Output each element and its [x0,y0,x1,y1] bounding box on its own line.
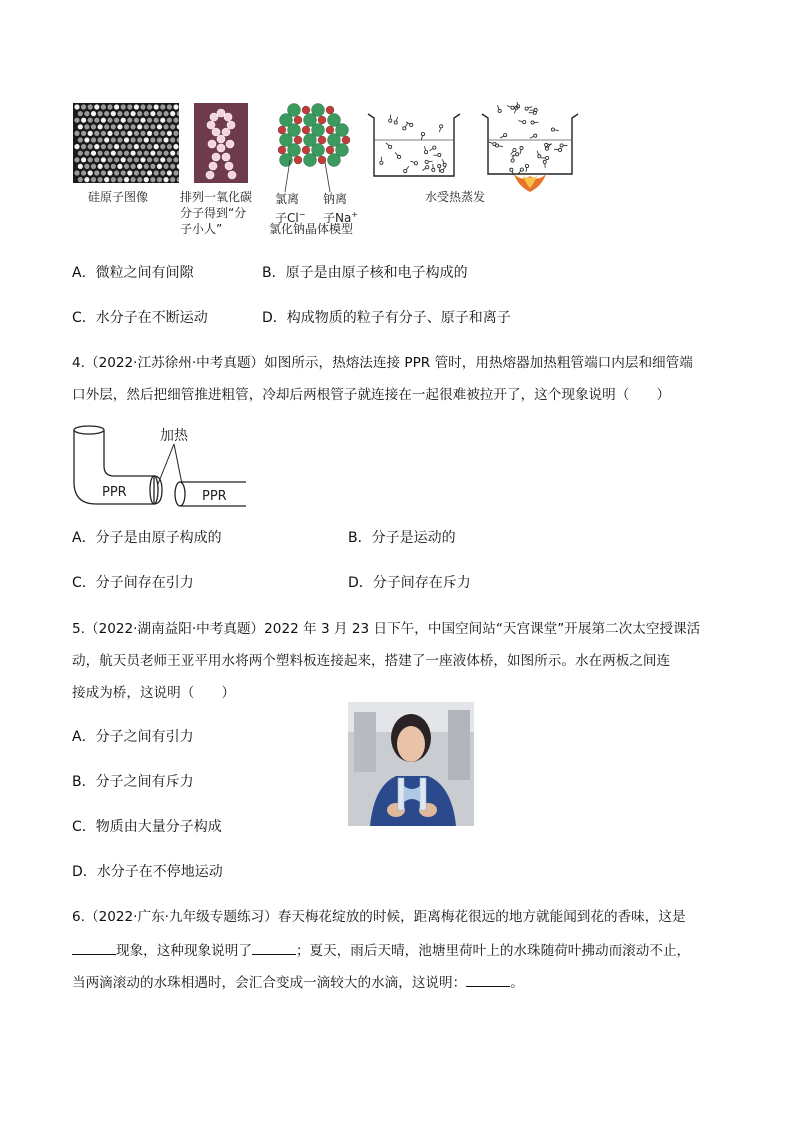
q4-option-d: D．分子间存在斥力 [348,575,471,591]
q3-option-c: C．水分子在不断运动 [72,310,208,326]
q3-option-d: D．构成物质的粒子有分子、原子和离子 [262,310,511,326]
caption-co-line2: 分子得到“分 [180,206,247,220]
nacl-crystal-model [270,100,356,196]
q5-stem-line1: 5.（2022·湖南益阳·中考真题）2022 年 3 月 23 日下午，中国空间站“天宫课堂”开展第二次太空授课活 [72,621,701,637]
q4-stem-line2: 口外层，然后把细管推进粗管，冷却后两根管子就连接在一起很难被拉开了，这个现象说明（ ） [72,387,671,403]
space-liquid-bridge-photo [348,702,474,826]
caption-na-line1: 钠离 [323,192,348,206]
q6-blank-1[interactable] [72,940,116,955]
q4-option-c: C．分子间存在引力 [72,575,194,591]
q4-option-b: B．分子是运动的 [348,530,456,546]
q5-option-d: D．水分子在不停地运动 [72,864,223,880]
co-molecule-man-image [194,103,248,183]
caption-co-line1: 排列一氧化碳 [180,190,253,204]
q6-line1: 6.（2022·广东·九年级专题练习）春天梅花绽放的时候，距离梅花很远的地方就能闻到花的香味，这是 [72,909,686,925]
ppr-label-elbow: PPR [102,485,127,500]
q6-line2: 现象，这种现象说明了 ；夏天，雨后天晴，池塘里荷叶上的水珠随荷叶拂动而滚动不止， [72,940,690,960]
beaker-heated [478,102,582,194]
q5-stem-line2: 动，航天员老师王亚平用水将两个塑料板连接起来，搭建了一座液体桥，如图所示。水在两板之间连 [72,653,671,669]
caption-water: 水受热蒸发 [425,190,486,204]
silicon-atom-image [73,103,179,183]
caption-na-line2: 子Na+ [323,210,359,225]
caption-co-line3: 子小人” [180,222,223,236]
heat-label: 加热 [160,428,188,444]
q6-blank-2[interactable] [252,940,296,955]
q5-stem-line3: 接成为桥，这说明（ ） [72,685,236,701]
caption-silicon: 硅原子图像 [88,190,149,204]
q5-option-c: C．物质由大量分子构成 [72,819,222,835]
caption-cl-line1: 氯离 [275,192,300,206]
beaker-unheated [364,110,464,180]
q3-figure-row [70,100,590,240]
q5-option-a: A．分子之间有引力 [72,729,194,745]
ppr-pipe-figure [70,422,250,512]
q4-stem-line1: 4.（2022·江苏徐州·中考真题）如图所示，热熔法连接 PPR 管时，用热熔器加热粗管端口内层和细管端 [72,355,693,371]
q4-option-a: A．分子是由原子构成的 [72,530,222,546]
q6-blank-3[interactable] [466,972,510,987]
q6-line3: 当两滴滚动的水珠相遇时，会汇合变成一滴较大的水滴，这说明： 。 [72,972,524,992]
caption-cl-line2: 子Cl− [275,210,306,225]
caption-nacl: 氯化钠晶体模型 [269,222,354,236]
q5-option-b: B．分子之间有斥力 [72,774,194,790]
q3-option-a: A．微粒之间有间隙 [72,265,194,281]
q3-option-b: B．原子是由原子核和电子构成的 [262,265,468,281]
ppr-label-straight: PPR [202,489,227,504]
